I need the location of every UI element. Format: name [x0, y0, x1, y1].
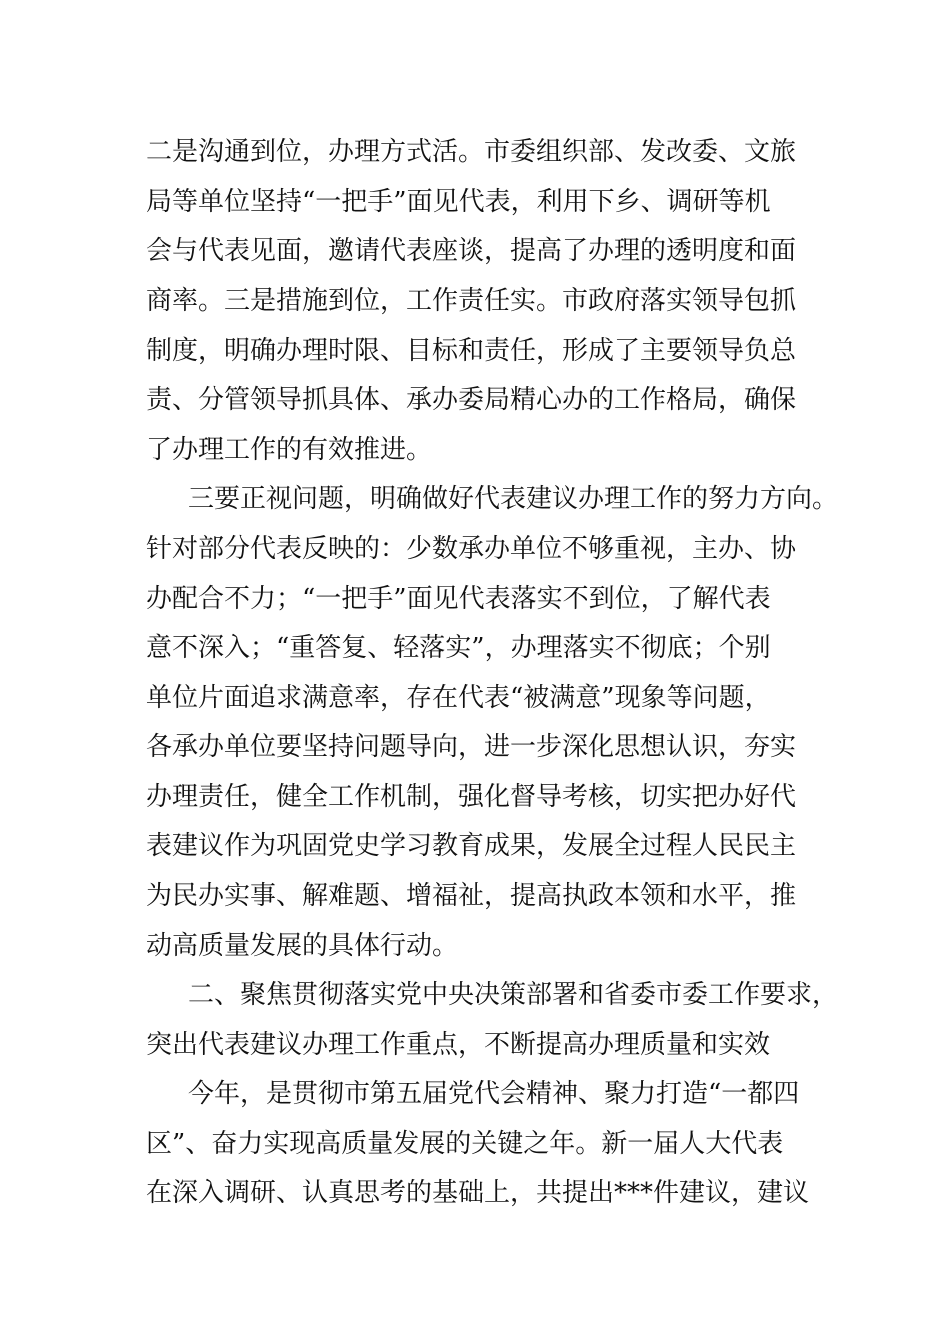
text-line-7: 了办理工作的有效推进。 [146, 435, 433, 465]
text-line-13: 各承办单位要坚持问题导向，进一步深化思想认识，夯实 [146, 732, 797, 762]
text-line-16: 为民办实事、解难题、增福祉，提高执政本领和水平，推 [146, 881, 797, 911]
text-line-2: 局等单位坚持“一把手”面见代表，利用下乡、调研等机 [146, 187, 771, 217]
text-line-9: 针对部分代表反映的：少数承办单位不够重视，主办、协 [146, 534, 797, 564]
text-line-10: 办配合不力；“一把手”面见代表落实不到位，了解代表 [146, 584, 771, 614]
text-line-3: 会与代表见面，邀请代表座谈，提高了办理的透明度和面 [146, 236, 797, 266]
text-line-6: 责、分管领导抓具体、承办委局精心办的工作格局，确保 [146, 385, 797, 415]
text-line-14: 办理责任，健全工作机制，强化督导考核，切实把办好代 [146, 782, 797, 812]
text-line-20: 今年，是贯彻市第五届党代会精神、聚力打造“一都四 [188, 1079, 800, 1109]
text-line-19: 突出代表建议办理工作重点，不断提高办理质量和实效 [146, 1030, 771, 1060]
text-line-4: 商率。三是措施到位，工作责任实。市政府落实领导包抓 [146, 286, 797, 316]
text-line-1: 二是沟通到位，办理方式活。市委组织部、发改委、文旅 [146, 137, 797, 167]
text-line-18: 二、聚焦贯彻落实党中央决策部署和省委市委工作要求， [188, 980, 839, 1010]
text-line-11: 意不深入；“重答复、轻落实”，办理落实不彻底；个别 [146, 633, 771, 663]
text-line-8: 三要正视问题，明确做好代表建议办理工作的努力方向。 [188, 484, 839, 514]
text-line-15: 表建议作为巩固党史学习教育成果，发展全过程人民民主 [146, 831, 797, 861]
text-line-17: 动高质量发展的具体行动。 [146, 931, 459, 961]
text-line-5: 制度，明确办理时限、目标和责任，形成了主要领导负总 [146, 336, 797, 366]
text-line-21: 区”、奋力实现高质量发展的关键之年。新一届人大代表 [146, 1129, 784, 1159]
text-line-22: 在深入调研、认真思考的基础上，共提出***件建议，建议 [146, 1178, 810, 1208]
text-line-12: 单位片面追求满意率，存在代表“被满意”现象等问题， [146, 683, 771, 713]
